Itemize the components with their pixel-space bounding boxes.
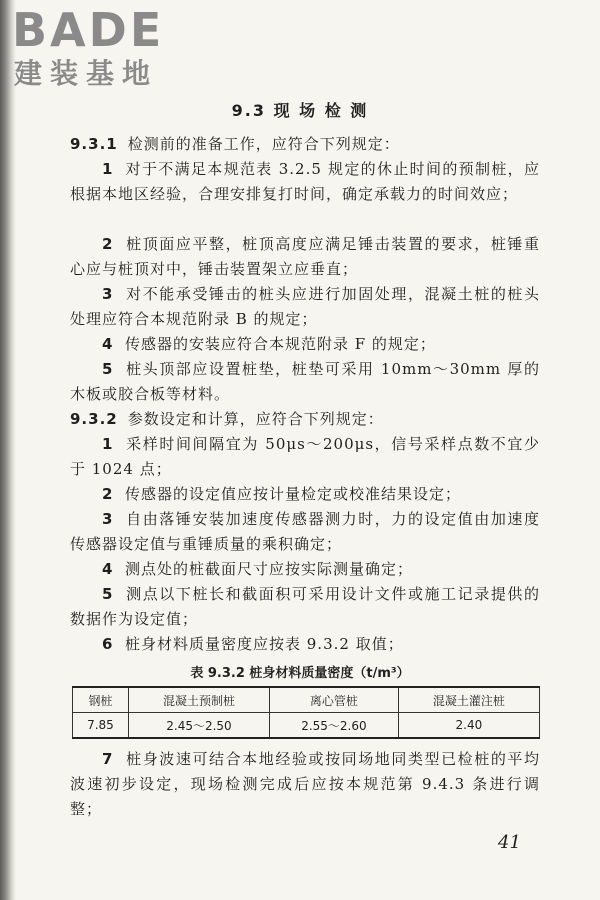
clause-number: 9.3.2 [70, 410, 118, 428]
logo-subtitle: 建装基地 [14, 57, 159, 90]
clause-9-3-2-item-5 [70, 582, 540, 632]
table-cell: 7.85 [73, 713, 129, 739]
clause-9-3-1-item-3 [70, 282, 540, 332]
item-text: 桩身材料质量密度应按表 9.3.2 取值； [124, 635, 404, 653]
item-text: 对不能承受锤击的桩头应进行加固处理，混凝土桩的桩头处理应符合本规范附录 B 的规定； [70, 285, 540, 328]
item-number: 5 [102, 585, 114, 603]
clause-9-3-2-item-3 [70, 507, 540, 557]
item-number: 6 [102, 635, 114, 653]
item-text: 桩顶面应平整，桩顶高度应满足锤击装置的要求，桩锤重心应与桩顶对中，锤击装置架立应垂直； [70, 235, 540, 278]
table-cell: 2.45～2.50 [128, 713, 269, 739]
table-header-cell: 混凝土灌注桩 [398, 687, 539, 713]
item-number: 2 [102, 485, 114, 503]
clause-9-3-2-item-2 [70, 482, 540, 507]
page-number: 41 [498, 832, 521, 853]
clause-text: 检测前的准备工作，应符合下列规定： [127, 135, 400, 153]
clause-number: 9.3.1 [70, 135, 118, 153]
table-header-cell: 钢桩 [73, 687, 129, 713]
clause-9-3-2-item-4 [70, 557, 540, 582]
item-text: 对于不满足本规范表 3.2.5 规定的休止时间的预制桩，应根据本地区经验，合理安排复打时间，确定承载力的时间效应； [70, 160, 540, 203]
page-edge-shadow [0, 0, 16, 900]
density-table [72, 686, 540, 739]
clause-text: 参数设定和计算，应符合下列规定： [127, 410, 384, 428]
item-number: 4 [102, 560, 114, 578]
item-number: 5 [102, 360, 114, 378]
item-number: 7 [102, 750, 114, 768]
clause-9-3-1-item-1 [70, 157, 540, 207]
item-number: 1 [102, 160, 114, 178]
item-number: 1 [102, 435, 114, 453]
clause-9-3-1-item-2 [70, 232, 540, 282]
item-number: 3 [102, 510, 114, 528]
item-text: 传感器的安装应符合本规范附录 F 的规定； [124, 335, 436, 353]
item-text: 采样时间间隔宜为 50μs～200μs，信号采样点数不宜少于 1024 点； [70, 435, 540, 478]
item-number: 3 [102, 285, 114, 303]
clause-9-3-2 [70, 407, 540, 432]
item-text: 自由落锤安装加速度传感器测力时，力的设定值由加速度传感器设定值与重锤质量的乘积确定； [70, 510, 540, 553]
table-header-row [73, 687, 540, 713]
item-text: 桩身波速可结合本地经验或按同场地同类型已检桩的平均波速初步设定，现场检测完成后应按本规范第 9.4.3 条进行调整； [70, 750, 540, 818]
table-header-cell: 离心管桩 [270, 687, 399, 713]
table-row [73, 713, 540, 739]
item-text: 测点处的桩截面尺寸应按实际测量确定； [124, 560, 413, 578]
item-text: 桩头顶部应设置桩垫，桩垫可采用 10mm～30mm 厚的木板或胶合板等材料。 [70, 360, 540, 403]
clause-9-3-1-item-4 [70, 332, 540, 357]
section-title: 9.3 现 场 检 测 [231, 101, 369, 120]
bade-logo [12, 3, 182, 96]
table-caption: 表 9.3.2 桩身材料质量密度（t/m³） [190, 666, 410, 681]
table-cell: 2.55～2.60 [270, 713, 399, 739]
item-number: 4 [102, 335, 114, 353]
item-number: 2 [102, 235, 114, 253]
logo-brand: BADE [12, 3, 165, 57]
item-text: 传感器的设定值应按计量检定或校准结果设定； [124, 485, 461, 503]
item-text: 测点以下桩长和截面积可采用设计文件或施工记录提供的数据作为设定值； [70, 585, 540, 628]
clause-9-3-2-item-1 [70, 432, 540, 482]
clause-9-3-2-item-6 [70, 632, 540, 657]
table-cell: 2.40 [398, 713, 539, 739]
clause-9-3-2-item-7 [70, 747, 540, 822]
clause-9-3-1 [70, 132, 540, 157]
table-header-cell: 混凝土预制桩 [128, 687, 269, 713]
clause-9-3-1-item-5 [70, 357, 540, 407]
